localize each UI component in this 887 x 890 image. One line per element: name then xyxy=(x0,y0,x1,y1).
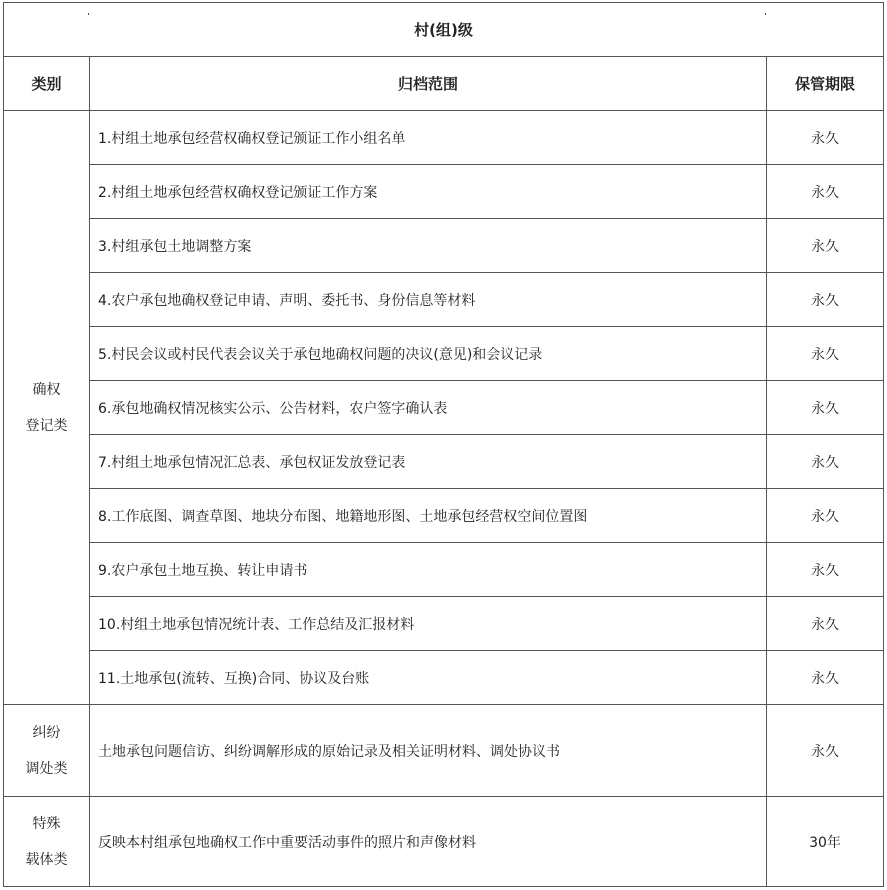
category-line: 纠纷 xyxy=(32,724,61,741)
scope-cell: 10.村组土地承包情况统计表、工作总结及汇报材料 xyxy=(90,597,767,651)
archive-scope-table xyxy=(3,2,884,887)
scope-cell: 11.土地承包(流转、互换)合同、协议及台账 xyxy=(90,651,767,705)
table-row xyxy=(4,165,884,219)
period-cell: 永久 xyxy=(767,381,884,435)
scope-cell: 1.村组土地承包经营权确权登记颁证工作小组名单 xyxy=(90,111,767,165)
table-row xyxy=(4,327,884,381)
category-line: 登记类 xyxy=(25,417,68,434)
table-row xyxy=(4,381,884,435)
category-cell-special-media xyxy=(4,797,90,887)
table-row xyxy=(4,219,884,273)
category-line: 载体类 xyxy=(25,851,68,868)
table-row xyxy=(4,111,884,165)
period-cell: 永久 xyxy=(767,597,884,651)
period-cell: 永久 xyxy=(767,327,884,381)
period-cell: 30年 xyxy=(767,797,884,887)
header-category: 类别 xyxy=(4,57,90,111)
scope-cell: 土地承包问题信访、纠纷调解形成的原始记录及相关证明材料、调处协议书 xyxy=(90,705,767,797)
category-line: 特殊 xyxy=(32,815,61,832)
period-cell: 永久 xyxy=(767,705,884,797)
table-row xyxy=(4,489,884,543)
table-header-row xyxy=(4,57,884,111)
table-title-row xyxy=(4,3,884,57)
category-line: 调处类 xyxy=(25,760,68,777)
scope-cell: 4.农户承包地确权登记申请、声明、委托书、身份信息等材料 xyxy=(90,273,767,327)
period-cell: 永久 xyxy=(767,219,884,273)
scope-cell: 6.承包地确权情况核实公示、公告材料，农户签字确认表 xyxy=(90,381,767,435)
period-cell: 永久 xyxy=(767,489,884,543)
header-scope: 归档范围 xyxy=(90,57,767,111)
scope-cell: 反映本村组承包地确权工作中重要活动事件的照片和声像材料 xyxy=(90,797,767,887)
header-period: 保管期限 xyxy=(767,57,884,111)
scope-cell: 3.村组承包土地调整方案 xyxy=(90,219,767,273)
scope-cell: 7.村组土地承包情况汇总表、承包权证发放登记表 xyxy=(90,435,767,489)
table-row xyxy=(4,597,884,651)
table-row xyxy=(4,705,884,797)
period-cell: 永久 xyxy=(767,435,884,489)
category-cell-confirm-registration xyxy=(4,111,90,705)
period-cell: 永久 xyxy=(767,165,884,219)
period-cell: 永久 xyxy=(767,543,884,597)
category-cell-dispute-mediation xyxy=(4,705,90,797)
table-title: 村(组)级 xyxy=(4,3,884,57)
table-row xyxy=(4,435,884,489)
table-row xyxy=(4,651,884,705)
scope-cell: 5.村民会议或村民代表会议关于承包地确权问题的决议(意见)和会议记录 xyxy=(90,327,767,381)
table-row xyxy=(4,273,884,327)
scope-cell: 8.工作底图、调查草图、地块分布图、地籍地形图、土地承包经营权空间位置图 xyxy=(90,489,767,543)
scope-cell: 2.村组土地承包经营权确权登记颁证工作方案 xyxy=(90,165,767,219)
table-row xyxy=(4,797,884,887)
period-cell: 永久 xyxy=(767,111,884,165)
period-cell: 永久 xyxy=(767,651,884,705)
period-cell: 永久 xyxy=(767,273,884,327)
scope-cell: 9.农户承包土地互换、转让申请书 xyxy=(90,543,767,597)
category-line: 确权 xyxy=(32,381,61,398)
table-row xyxy=(4,543,884,597)
